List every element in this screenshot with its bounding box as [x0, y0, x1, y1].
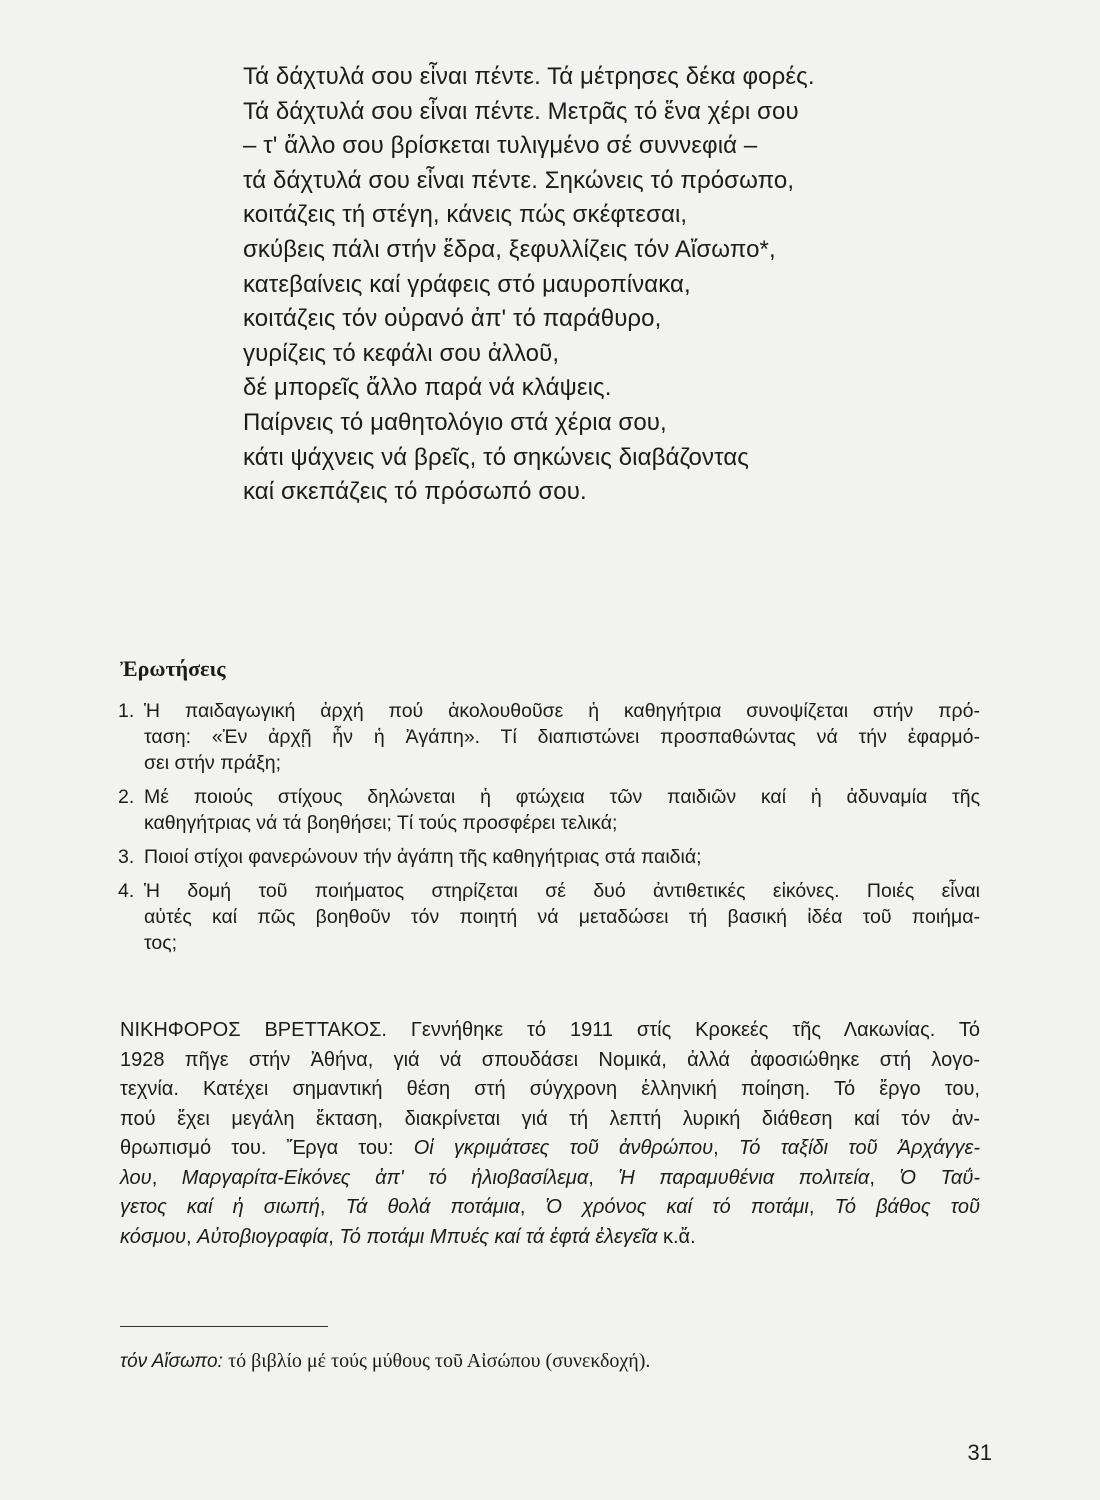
question-line: αὐτές καί πῶς βοηθοῦν τόν ποιητή νά μεταδώσει τή βασική ἰδέα τοῦ ποιήμα-	[144, 906, 980, 928]
poem-line: κοιτάζεις τόν οὐρανό ἀπ' τό παράθυρο,	[243, 305, 662, 333]
bio-line	[120, 1223, 980, 1253]
poem-line: δέ μπορεῖς ἄλλο παρά νά κλάψεις.	[243, 374, 612, 402]
separator: ,	[186, 1225, 198, 1248]
separator: ,	[869, 1166, 900, 1189]
question-line: τος;	[144, 932, 178, 954]
separator: ,	[319, 1196, 346, 1218]
poem-line: Τά δάχτυλά σου εἶναι πέντε. Μετρᾶς τό ἕνα χέρι σου	[243, 97, 799, 125]
footnote-divider	[120, 1326, 328, 1327]
poem-line: κάτι ψάχνεις νά βρεῖς, τό σηκώνεις διαβάζοντας	[243, 443, 749, 471]
work-title: Τό ποτάμι Μπυές καί τά ἑφτά ἐλεγεῖα	[339, 1225, 658, 1248]
poem-line: Παίρνεις τό μαθητολόγιο στά χέρια σου,	[243, 408, 667, 436]
bio-line: 1928 πῆγε στήν Ἀθήνα, γιά νά σπουδάσει Νομικά, ἀλλά ἀφοσιώθηκε στή λογο-	[120, 1048, 980, 1071]
footnote	[120, 1348, 980, 1375]
poem-text	[243, 60, 943, 510]
poem-line: σκύβεις πάλι στήν ἕδρα, ξεφυλλίζεις τόν Αἴσωπο*,	[243, 235, 776, 263]
work-title: Ὁ Ταΰ-	[899, 1166, 980, 1189]
work-title: Οἱ γκριμάτσες τοῦ ἀνθρώπου	[413, 1137, 714, 1159]
question-text	[144, 844, 980, 870]
questions-list	[118, 698, 980, 964]
work-title: Τό βάθος τοῦ	[834, 1196, 980, 1218]
question-line: Μέ ποιούς στίχους δηλώνεται ἡ φτώχεια τῶν παιδιῶν καί ἡ ἀδυναμία τῆς	[144, 786, 980, 808]
question-line: ταση: «Ἐν ἀρχῇ ἦν ἡ Ἀγάπη». Τί διαπιστώνει προσπαθώντας νά τήν ἐφαρμό-	[144, 726, 980, 748]
question-number: 4.	[118, 880, 135, 902]
question-text	[144, 878, 980, 956]
question-line: Ἡ παιδαγωγική ἀρχή πού ἀκολουθοῦσε ἡ καθηγήτρια συνοψίζεται στήν πρό-	[144, 700, 980, 722]
separator: ,	[328, 1225, 340, 1248]
question-text	[144, 784, 980, 836]
question-line: Ἡ δομή τοῦ ποιήματος στηρίζεται σέ δυό ἀντιθετικές εἰκόνες. Ποιές εἶναι	[144, 880, 980, 902]
question-item	[118, 878, 980, 956]
author-biography	[120, 1016, 980, 1252]
questions-heading: Ἐρωτήσεις	[120, 656, 226, 681]
bio-text: θρωπισμό του. Ἔργα του:	[120, 1137, 414, 1159]
poem-line: τά δάχτυλά σου εἶναι πέντε. Σηκώνεις τό πρόσωπο,	[243, 166, 795, 194]
bio-line	[120, 1134, 980, 1164]
question-text	[144, 698, 980, 776]
separator: ,	[588, 1166, 619, 1189]
poem-line: κατεβαίνεις καί γράφεις στό μαυροπίνακα,	[243, 270, 691, 298]
separator: ,	[713, 1137, 739, 1159]
question-line: καθηγήτριας νά τά βοηθήσει; Τί τούς προσφέρει τελικά;	[144, 812, 618, 834]
separator: ,	[808, 1196, 835, 1218]
bio-line: ΝΙΚΗΦΟΡΟΣ ΒΡΕΤΤΑΚΟΣ. Γεννήθηκε τό 1911 στίς Κροκεές τῆς Λακωνίας. Τό	[120, 1019, 980, 1041]
work-title: κόσμου	[120, 1225, 187, 1248]
work-title: Αὐτοβιογραφία	[197, 1225, 329, 1248]
footnote-term: τόν Αἴσωπο:	[120, 1351, 223, 1372]
work-title: Ὁ χρόνος καί τό ποτάμι	[545, 1196, 809, 1218]
work-title: λου	[120, 1166, 152, 1189]
work-title: Τά θολά ποτάμια	[345, 1196, 520, 1218]
work-title: Τό ταξίδι τοῦ Ἀρχάγγε-	[738, 1137, 980, 1159]
bio-line: τεχνία. Κατέχει σημαντική θέση στή σύγχρονη ἑλληνική ποίηση. Τό ἔργο του,	[120, 1078, 980, 1100]
bio-ending: κ.ἄ.	[657, 1225, 696, 1248]
poem-line: – τ' ἄλλο σου βρίσκεται τυλιγμένο σέ συννεφιά –	[243, 132, 758, 160]
question-item	[118, 844, 980, 870]
question-number: 2.	[118, 786, 135, 808]
question-number: 3.	[118, 846, 135, 868]
question-item	[118, 698, 980, 776]
work-title: Ἡ παραμυθένια πολιτεία	[618, 1166, 870, 1189]
poem-line: κοιτάζεις τή στέγη, κάνεις πώς σκέφτεσαι,	[243, 201, 688, 229]
poem-line: Τά δάχτυλά σου εἶναι πέντε. Τά μέτρησες δέκα φορές.	[243, 63, 815, 90]
work-title: γετος καί ἡ σιωπή	[120, 1196, 320, 1218]
page-number: 31	[967, 1440, 992, 1465]
poem-line: γυρίζεις τό κεφάλι σου ἀλλοῦ,	[243, 339, 560, 367]
poem-line: καί σκεπάζεις τό πρόσωπό σου.	[243, 478, 587, 506]
bio-line	[120, 1193, 980, 1223]
separator: ,	[519, 1196, 546, 1218]
separator: ,	[151, 1166, 182, 1189]
bio-line	[120, 1164, 980, 1194]
question-line: σει στήν πράξη;	[144, 752, 282, 774]
question-number: 1.	[118, 700, 135, 722]
footnote-definition: τό βιβλίο μέ τούς μύθους τοῦ Αἰσώπου (συνεκδοχή).	[228, 1350, 651, 1372]
work-title: Μαργαρίτα-Εἰκόνες ἀπ' τό ἡλιοβασίλεμα	[181, 1166, 589, 1189]
question-item	[118, 784, 980, 836]
bio-line: πού ἔχει μεγάλη ἔκταση, διακρίνεται γιά τή λεπτή λυρική διάθεση καί τόν ἀν-	[120, 1107, 980, 1130]
question-line: Ποιοί στίχοι φανερώνουν τήν ἀγάπη τῆς καθηγήτριας στά παιδιά;	[144, 846, 702, 868]
